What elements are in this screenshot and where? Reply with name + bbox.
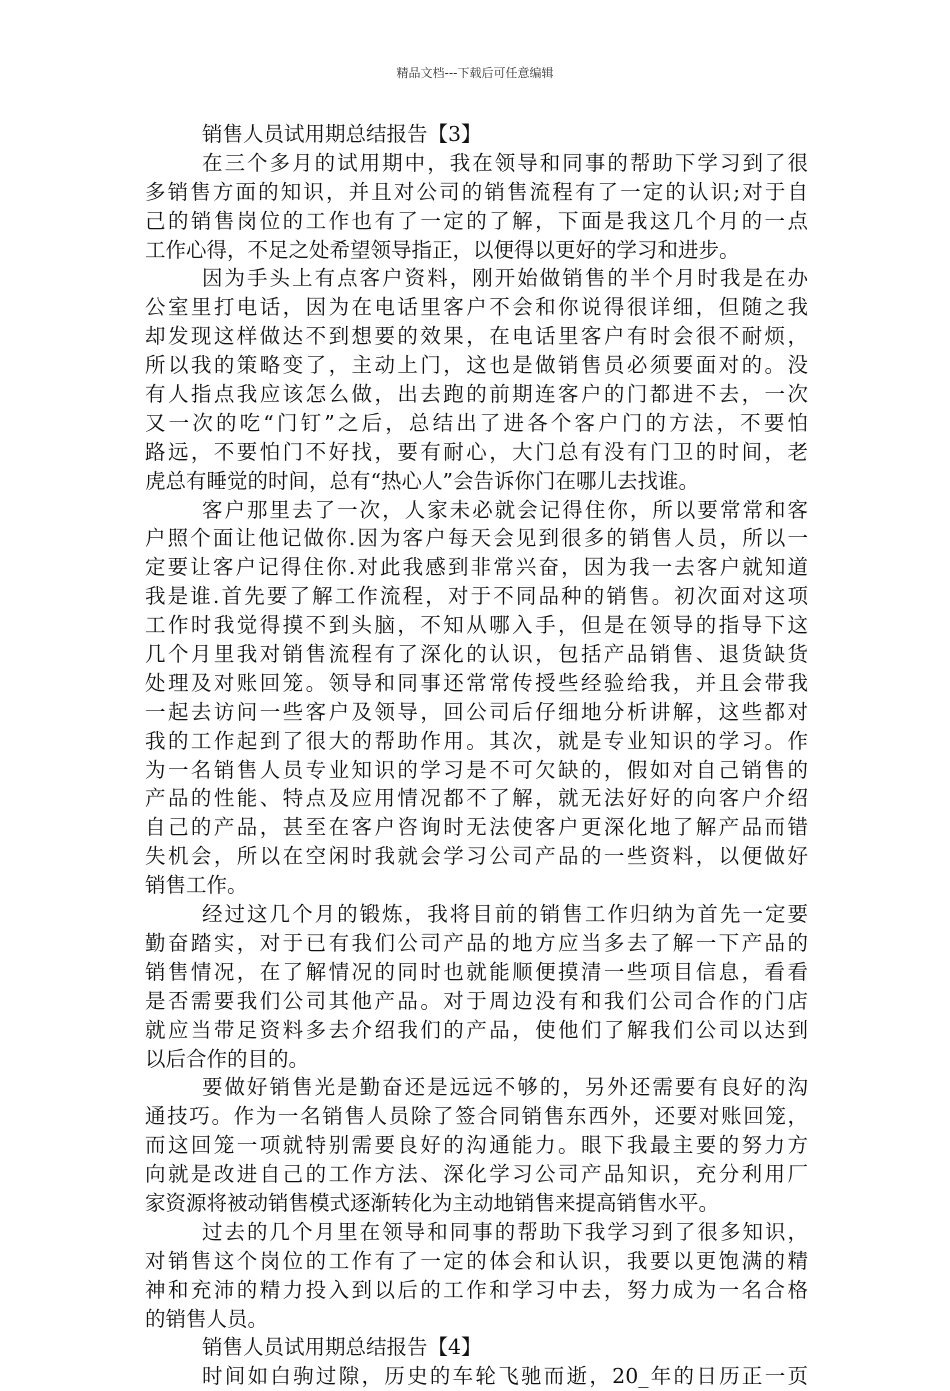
- text-line: 户照个面让他记做你.因为客户每天会见到很多的销售人员，所以一: [145, 526, 808, 551]
- text-line: 时间如白驹过隙，历史的车轮飞驰而逝，20_年的日历正一页: [202, 1364, 808, 1389]
- text-line: 己的销售岗位的工作也有了一定的了解，下面是我这几个月的一点: [145, 208, 808, 233]
- text-line: 几个月里我对销售流程有了深化的认识，包括产品销售、退货缺货: [145, 642, 808, 667]
- text-line: 处理及对账回笼。领导和同事还常常传授些经验给我，并且会带我: [145, 670, 808, 695]
- text-line: 向就是改进自己的工作方法、深化学习公司产品知识，充分利用厂: [145, 1162, 808, 1187]
- text-line: 所以我的策略变了，主动上门，这也是做销售员必须要面对的。没: [145, 353, 808, 378]
- text-line: 虎总有睡觉的时间，总有“热心人”会告诉你门在哪儿去找谁。: [145, 468, 699, 493]
- text-line: 却发现这样做达不到想要的效果，在电话里客户有时会很不耐烦，: [145, 324, 808, 349]
- text-line: 勤奋踏实，对于已有我们公司产品的地方应当多去了解一下产品的: [145, 930, 808, 955]
- text-line: 是否需要我们公司其他产品。对于周边没有和我们公司合作的门店: [145, 988, 808, 1013]
- text-line: 在三个多月的试用期中，我在领导和同事的帮助下学习到了很: [202, 150, 808, 175]
- text-line: 经过这几个月的锻炼，我将目前的销售工作归纳为首先一定要: [202, 902, 808, 927]
- text-line: 多销售方面的知识，并且对公司的销售流程有了一定的认识;对于自: [145, 179, 808, 204]
- text-line: 一起去访问一些客户及领导，回公司后仔细地分析讲解，这些都对: [145, 699, 808, 724]
- text-line: 神和充沛的精力投入到以后的工作和学习中去，努力成为一名合格: [145, 1277, 808, 1302]
- text-line: 为一名销售人员专业知识的学习是不可欠缺的，假如对自己销售的: [145, 757, 808, 782]
- text-line: 工作心得，不足之处希望领导指正，以便得以更好的学习和进步。: [145, 237, 740, 262]
- text-line: 以后合作的目的。: [145, 1046, 309, 1071]
- text-line: 定要让客户记得住你.对此我感到非常兴奋，因为我一去客户就知道: [145, 555, 808, 580]
- text-line: 产品的性能、特点及应用情况都不了解，就无法好好的向客户介绍: [145, 786, 808, 811]
- text-line: 自己的产品，甚至在客户咨询时无法使客户更深化地了解产品而错: [145, 815, 808, 840]
- text-line: 失机会，所以在空闲时我就会学习公司产品的一些资料，以便做好: [145, 844, 808, 869]
- text-line: 要做好销售光是勤奋还是远远不够的，另外还需要有良好的沟: [202, 1075, 808, 1100]
- document-body: [145, 120, 808, 1391]
- text-line: 销售人员试用期总结报告【3】: [202, 122, 482, 146]
- text-line: 路远，不要怕门不好找，要有耐心，大门总有没有门卫的时间，老: [145, 439, 808, 464]
- text-line: 因为手头上有点客户资料，刚开始做销售的半个月时我是在办: [202, 266, 808, 291]
- text-line: 我的工作起到了很大的帮助作用。其次，就是专业知识的学习。作: [145, 728, 808, 753]
- text-line: 过去的几个月里在领导和同事的帮助下我学习到了很多知识，: [202, 1219, 808, 1244]
- text-line: 销售情况，在了解情况的同时也就能顺便摸清一些项目信息，看看: [145, 959, 808, 984]
- page-header: 精品文档---下载后可任意编辑: [396, 66, 554, 80]
- text-line: 工作时我觉得摸不到头脑，不知从哪入手，但是在领导的指导下这: [145, 613, 808, 638]
- text-line: 而这回笼一项就特别需要良好的沟通能力。眼下我最主要的努力方: [145, 1133, 808, 1158]
- text-line: 又一次的吃“门钉”之后，总结出了进各个客户门的方法，不要怕: [145, 410, 808, 435]
- text-line: 通技巧。作为一名销售人员除了签合同销售东西外，还要对账回笼，: [145, 1104, 808, 1129]
- text-line: 公室里打电话，因为在电话里客户不会和你说得很详细，但随之我: [145, 295, 808, 320]
- text-line: 家资源将被动销售模式逐渐转化为主动地销售来提高销售水平。: [145, 1190, 719, 1215]
- text-line: 有人指点我应该怎么做，出去跑的前期连客户的门都进不去，一次: [145, 382, 808, 407]
- text-line: 客户那里去了一次，人家未必就会记得住你，所以要常常和客: [202, 497, 808, 522]
- text-line: 的销售人员。: [145, 1306, 268, 1331]
- text-line: 我是谁.首先要了解工作流程，对于不同品种的销售。初次面对这项: [145, 584, 808, 609]
- text-line: 销售人员试用期总结报告【4】: [202, 1335, 482, 1360]
- text-line: 销售工作。: [145, 873, 248, 898]
- text-line: 对销售这个岗位的工作有了一定的体会和认识，我要以更饱满的精: [145, 1248, 808, 1273]
- text-line: 就应当带足资料多去介绍我们的产品，使他们了解我们公司以达到: [145, 1017, 808, 1042]
